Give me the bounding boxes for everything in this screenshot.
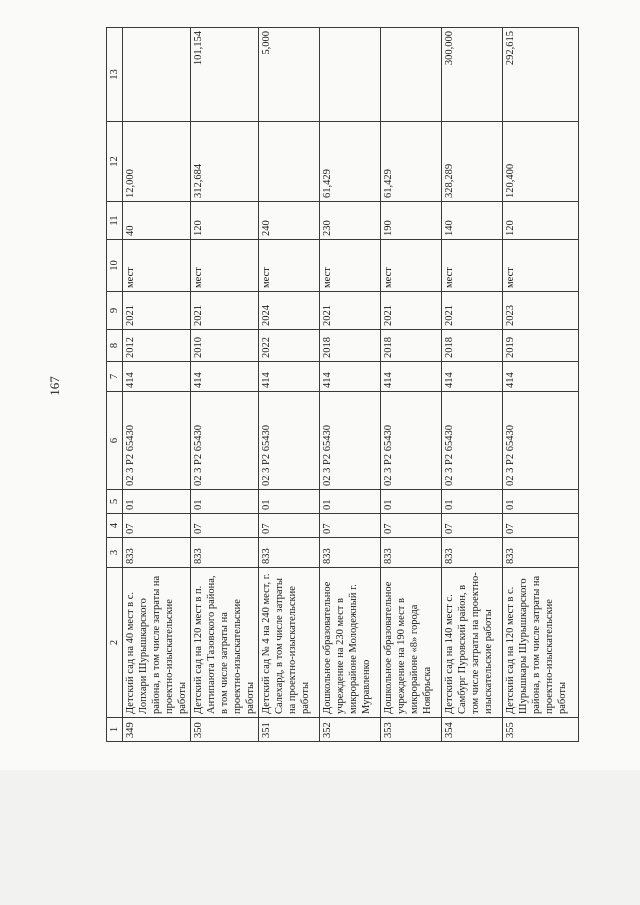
cell-col-2: Детский сад на 120 мест в с. Шурышкары Шурышкарского района, в том числе затраты на проектно-изыскательские работы bbox=[503, 568, 579, 718]
table-row bbox=[381, 28, 442, 742]
cell-col-3: 833 bbox=[381, 538, 442, 568]
cell-col-4: 07 bbox=[259, 514, 320, 538]
cell-col-3: 833 bbox=[191, 538, 259, 568]
header-row bbox=[107, 28, 123, 742]
header-cell: 7 bbox=[107, 362, 123, 392]
cell-col-3: 833 bbox=[503, 538, 579, 568]
cell-col-5: 01 bbox=[123, 490, 191, 514]
cell-col-2: Детский сад на 140 мест с. Самбург Пуровский район, в том числе затраты на проектно-изыскательские работы bbox=[442, 568, 503, 718]
cell-col-11: 230 bbox=[320, 202, 381, 240]
cell-col-6: 02 3 P2 65430 bbox=[123, 392, 191, 490]
cell-col-1: 351 bbox=[259, 718, 320, 742]
cell-col-2: Детский сад на 120 мест в п. Антипаюта Тазовского района, в том числе затраты на проектно-изыскательские работы bbox=[191, 568, 259, 718]
cell-col-7: 414 bbox=[191, 362, 259, 392]
cell-col-9: 2021 bbox=[191, 292, 259, 330]
cell-col-12: 12,000 bbox=[123, 122, 191, 202]
cell-col-4: 07 bbox=[442, 514, 503, 538]
table-body bbox=[123, 28, 579, 742]
cell-col-9: 2023 bbox=[503, 292, 579, 330]
cell-col-13: 300,000 bbox=[442, 28, 503, 122]
cell-col-9: 2024 bbox=[259, 292, 320, 330]
cell-col-8: 2012 bbox=[123, 330, 191, 362]
cell-col-5: 01 bbox=[442, 490, 503, 514]
cell-col-2: Дошкольное образовательное учреждение на 190 мест в микрорайоне «8» города Ноябрьска bbox=[381, 568, 442, 718]
header-cell: 6 bbox=[107, 392, 123, 490]
cell-col-13 bbox=[320, 28, 381, 122]
cell-col-9: 2021 bbox=[320, 292, 381, 330]
cell-col-8: 2019 bbox=[503, 330, 579, 362]
cell-col-10: мест bbox=[503, 240, 579, 292]
cell-col-8: 2018 bbox=[381, 330, 442, 362]
cell-col-7: 414 bbox=[503, 362, 579, 392]
cell-col-3: 833 bbox=[442, 538, 503, 568]
cell-col-5: 01 bbox=[191, 490, 259, 514]
header-cell: 3 bbox=[107, 538, 123, 568]
cell-col-11: 40 bbox=[123, 202, 191, 240]
cell-col-1: 353 bbox=[381, 718, 442, 742]
table-row bbox=[123, 28, 191, 742]
cell-col-4: 07 bbox=[320, 514, 381, 538]
cell-col-12: 61,429 bbox=[381, 122, 442, 202]
header-cell: 10 bbox=[107, 240, 123, 292]
cell-col-1: 355 bbox=[503, 718, 579, 742]
cell-col-5: 01 bbox=[381, 490, 442, 514]
cell-col-2: Детский сад № 4 на 240 мест, г. Салехард, в том числе затраты на проектно-изыскательские работы bbox=[259, 568, 320, 718]
table-row bbox=[442, 28, 503, 742]
header-cell: 8 bbox=[107, 330, 123, 362]
cell-col-12 bbox=[259, 122, 320, 202]
header-cell: 1 bbox=[107, 718, 123, 742]
cell-col-10: мест bbox=[259, 240, 320, 292]
header-cell: 4 bbox=[107, 514, 123, 538]
cell-col-8: 2010 bbox=[191, 330, 259, 362]
cell-col-9: 2021 bbox=[123, 292, 191, 330]
cell-col-5: 01 bbox=[503, 490, 579, 514]
cell-col-10: мест bbox=[191, 240, 259, 292]
cell-col-3: 833 bbox=[259, 538, 320, 568]
cell-col-4: 07 bbox=[191, 514, 259, 538]
cell-col-6: 02 3 P2 65430 bbox=[259, 392, 320, 490]
cell-col-3: 833 bbox=[123, 538, 191, 568]
cell-col-3: 833 bbox=[320, 538, 381, 568]
cell-col-11: 190 bbox=[381, 202, 442, 240]
cell-col-13: 292,615 bbox=[503, 28, 579, 122]
cell-col-4: 07 bbox=[381, 514, 442, 538]
cell-col-2: Детский сад на 40 мест в с. Лопхари Шурышкарского района, в том числе затраты на проектно-изыскательские работы bbox=[123, 568, 191, 718]
cell-col-11: 120 bbox=[503, 202, 579, 240]
header-cell: 11 bbox=[107, 202, 123, 240]
budget-table bbox=[106, 27, 579, 742]
cell-col-4: 07 bbox=[123, 514, 191, 538]
cell-col-10: мест bbox=[123, 240, 191, 292]
header-cell: 5 bbox=[107, 490, 123, 514]
header-cell: 9 bbox=[107, 292, 123, 330]
cell-col-2: Дошкольное образовательное учреждение на 230 мест в микрорайоне Молодежный г. Муравленко bbox=[320, 568, 381, 718]
cell-col-11: 240 bbox=[259, 202, 320, 240]
table-row bbox=[259, 28, 320, 742]
cell-col-6: 02 3 P2 65430 bbox=[320, 392, 381, 490]
cell-col-7: 414 bbox=[442, 362, 503, 392]
header-cell: 2 bbox=[107, 568, 123, 718]
table-row bbox=[503, 28, 579, 742]
cell-col-9: 2021 bbox=[442, 292, 503, 330]
cell-col-8: 2018 bbox=[442, 330, 503, 362]
cell-col-13: 101,154 bbox=[191, 28, 259, 122]
cell-col-6: 02 3 P2 65430 bbox=[442, 392, 503, 490]
cell-col-7: 414 bbox=[381, 362, 442, 392]
cell-col-10: мест bbox=[320, 240, 381, 292]
cell-col-1: 352 bbox=[320, 718, 381, 742]
cell-col-13 bbox=[123, 28, 191, 122]
table-row bbox=[320, 28, 381, 742]
cell-col-1: 354 bbox=[442, 718, 503, 742]
cell-col-10: мест bbox=[442, 240, 503, 292]
cell-col-12: 61,429 bbox=[320, 122, 381, 202]
cell-col-6: 02 3 P2 65430 bbox=[381, 392, 442, 490]
cell-col-12: 312,684 bbox=[191, 122, 259, 202]
header-cell: 13 bbox=[107, 28, 123, 122]
cell-col-12: 120,400 bbox=[503, 122, 579, 202]
scan-margin bbox=[0, 770, 640, 905]
cell-col-8: 2018 bbox=[320, 330, 381, 362]
cell-col-10: мест bbox=[381, 240, 442, 292]
cell-col-6: 02 3 P2 65430 bbox=[191, 392, 259, 490]
page-number: 167 bbox=[47, 376, 62, 396]
cell-col-5: 01 bbox=[320, 490, 381, 514]
cell-col-1: 349 bbox=[123, 718, 191, 742]
cell-col-1: 350 bbox=[191, 718, 259, 742]
cell-col-9: 2021 bbox=[381, 292, 442, 330]
header-cell: 12 bbox=[107, 122, 123, 202]
cell-col-6: 02 3 P2 65430 bbox=[503, 392, 579, 490]
cell-col-7: 414 bbox=[123, 362, 191, 392]
rotated-table-container bbox=[106, 28, 624, 742]
cell-col-7: 414 bbox=[320, 362, 381, 392]
cell-col-11: 140 bbox=[442, 202, 503, 240]
cell-col-13: 5,000 bbox=[259, 28, 320, 122]
cell-col-13 bbox=[381, 28, 442, 122]
cell-col-12: 328,289 bbox=[442, 122, 503, 202]
table-row bbox=[191, 28, 259, 742]
cell-col-7: 414 bbox=[259, 362, 320, 392]
cell-col-8: 2022 bbox=[259, 330, 320, 362]
cell-col-5: 01 bbox=[259, 490, 320, 514]
cell-col-11: 120 bbox=[191, 202, 259, 240]
cell-col-4: 07 bbox=[503, 514, 579, 538]
